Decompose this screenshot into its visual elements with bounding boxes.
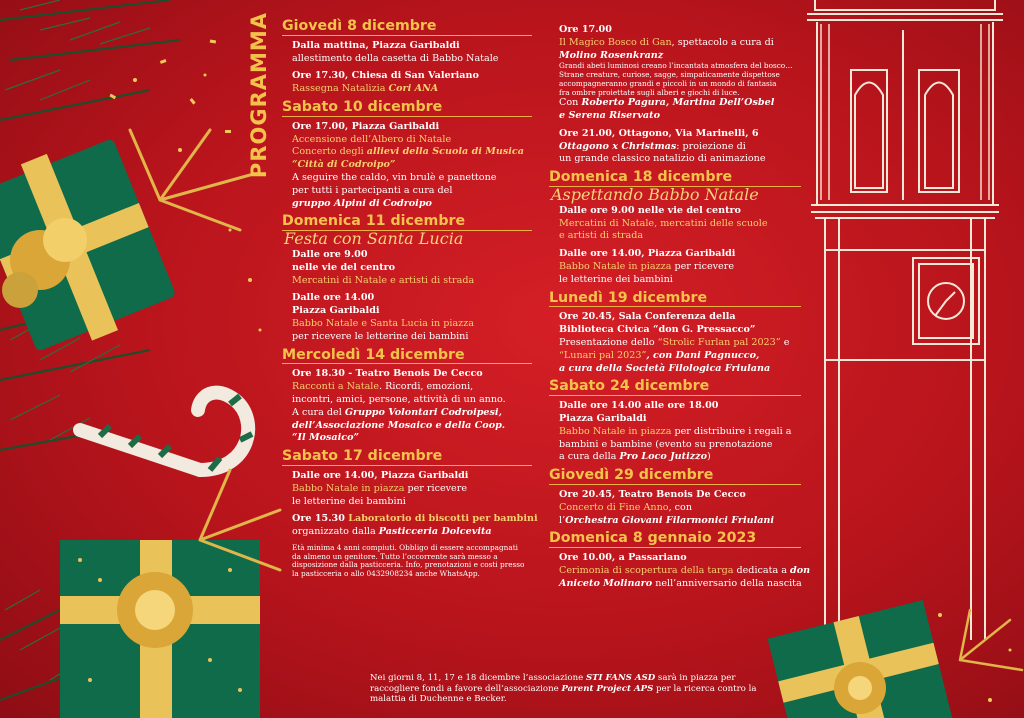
event-item (292, 70, 532, 96)
event-item (559, 552, 811, 590)
event-line (559, 248, 801, 261)
event-line (292, 185, 532, 198)
day-heading: Lunedì 19 dicembre (549, 292, 801, 308)
line-text: per ricevere le letterine dei bambini (292, 330, 469, 342)
emphasis-text: Molino Rosenkranz (559, 49, 664, 61)
line-text: Cerimonia di scopertura della targa (559, 564, 734, 576)
event-line (292, 496, 532, 509)
line-text: Presentazione dello (559, 336, 658, 348)
line-text: incontri, amici, persone, attività di un anno. (292, 393, 506, 405)
day-heading: Sabato 24 dicembre (549, 380, 801, 396)
line-text: Ore 20.45, Teatro Benois De Cecco (559, 488, 746, 500)
fine-print: Strane creature, curiose, sagge, simpaticamente dispettose (559, 70, 780, 80)
event-item (559, 311, 801, 375)
emphasis-text: “Il Mosaico” (292, 432, 360, 444)
line-text: Racconti a Natale (292, 381, 380, 393)
event-item (292, 121, 532, 211)
line-text: Ore 21.00, Ottagono, Via Marinelli, 6 (559, 127, 759, 139)
line-text: Piazza Garibaldi (292, 305, 380, 317)
event-line (559, 439, 801, 452)
line-suffix: , spettacolo a cura di (671, 36, 774, 48)
fine-print: Grandi abeti luminosi creano l’incantata atmosfera del bosco… (559, 61, 793, 71)
fine-print: disposizione dalla pasticceria. Info, prenotazioni e costi presso (292, 560, 525, 570)
line-suffix: e (780, 336, 790, 348)
programma-label: PROGRAMMA (247, 11, 271, 179)
emphasis-text: Pasticceria Dolcevita (378, 526, 492, 538)
line-text: A cura del (292, 406, 345, 418)
line-text: Babbo Natale in piazza (559, 425, 672, 437)
emphasis-text: allievi della Scuola di Musica (366, 146, 524, 158)
event-line (292, 483, 532, 496)
line-text: Accensione dell’Albero di Natale (292, 133, 452, 145)
line-text: allestimento della casetta di Babbo Natale (292, 52, 499, 64)
line-text: Babbo Natale in piazza (559, 260, 672, 272)
footer-line (370, 673, 790, 684)
line-text: Ore 18.30 - Teatro Benois De Cecco (292, 368, 483, 380)
footer-line (370, 694, 790, 705)
line-suffix: . Ricordi, emozioni, (379, 381, 474, 393)
event-line (292, 134, 532, 147)
event-line (292, 275, 532, 288)
event-line (559, 552, 801, 565)
event-line (559, 337, 801, 350)
line-text: Piazza Garibaldi (559, 412, 647, 424)
emphasis-text: don (790, 564, 811, 576)
line-text: bambini e bambine (evento su prenotazione (559, 438, 773, 450)
event-line (559, 426, 801, 439)
footer-note (370, 673, 790, 705)
line-suffix: per distribuire i regali a (671, 425, 792, 437)
event-line (292, 159, 532, 172)
gift-box-icon (0, 138, 176, 352)
line-text: Concerto di Fine Anno (559, 501, 669, 513)
event-line (292, 394, 532, 407)
event-line (292, 318, 532, 331)
event-line (559, 324, 801, 337)
event-line (559, 515, 801, 528)
event-line (292, 40, 532, 53)
event-line (292, 513, 538, 526)
line-text: Mercatini di Natale e artisti di strada (292, 274, 475, 286)
event-item (559, 489, 801, 527)
footer-line (370, 684, 790, 695)
emphasis-text: Roberto Pagura, Martina Dell’Osbel (581, 97, 775, 109)
line-text: Concerto degli (292, 146, 367, 158)
line-suffix: : proiezione di (676, 140, 746, 152)
event-line (559, 128, 801, 141)
emphasis-text: Parent Project APS (561, 683, 654, 694)
event-item (292, 513, 538, 539)
event-line (292, 305, 532, 318)
gift-box-icon (60, 540, 260, 718)
day-heading: Giovedì 8 dicembre (282, 20, 532, 36)
line-text: Dalla mattina, Piazza Garibaldi (292, 39, 460, 51)
line-text: Dalle ore 14.00, Piazza Garibaldi (292, 469, 469, 481)
line-suffix: per ricevere (404, 482, 467, 494)
highlight-text: Laboratorio di biscotti per bambini (348, 513, 538, 525)
emphasis-text: “Città di Codroipo” (292, 159, 396, 171)
fine-print: Età minima 4 anni compiuti. Obbligo di essere accompagnati (292, 542, 518, 552)
day-heading: Domenica 8 gennaio 2023 (549, 532, 801, 548)
event-line (559, 413, 801, 426)
event-line (292, 121, 532, 134)
highlight-text: “Lunari pal 2023” (559, 349, 647, 361)
line-text: nelle vie del centro (292, 261, 396, 273)
event-line (292, 146, 532, 159)
event-line (559, 274, 801, 287)
event-line (559, 218, 801, 231)
line-text: Mercatini di Natale, mercatini delle scuole (559, 217, 768, 229)
event-line (292, 526, 532, 539)
emphasis-text: , con Dani Pagnucco, (646, 349, 760, 361)
event-line (559, 350, 801, 363)
event-item (292, 292, 532, 343)
event-line (559, 311, 801, 324)
event-line (559, 141, 801, 154)
line-text: Babbo Natale e Santa Lucia in piazza (292, 317, 475, 329)
event-line (559, 97, 801, 110)
emphasis-text: Orchestra Giovani Filarmonici Friulani (565, 514, 775, 526)
event-line (559, 205, 801, 218)
emphasis-text: Pro Loco Jutizzo (619, 451, 708, 463)
event-item (292, 40, 532, 66)
line-text: Ore 17.00 (559, 24, 612, 35)
event-line (292, 368, 532, 381)
candy-cane-icon (80, 393, 252, 470)
line-text: Con (559, 97, 582, 109)
line-suffix: ) (707, 451, 711, 463)
day-heading: Sabato 10 dicembre (282, 101, 532, 117)
event-item (292, 368, 532, 445)
line-text: Dalle ore 14.00 (292, 292, 375, 304)
day-subtitle: Aspettando Babbo Natale (551, 184, 759, 204)
event-line (559, 37, 801, 50)
line-text: Ore 20.45, Sala Conferenza della (559, 311, 736, 323)
event-line (292, 198, 532, 211)
event-line (292, 83, 532, 96)
event-line (292, 331, 532, 344)
emphasis-text: gruppo Alpini di Codroipo (292, 197, 432, 209)
line-text: a cura della (559, 451, 620, 463)
line-text: un grande classico natalizio di animazione (559, 153, 766, 165)
footer-text: Nei giorni 8, 11, 17 e 18 dicembre l’associazione (370, 673, 586, 683)
footer-text: raccogliere fondi a favore dell’associazione (370, 683, 562, 694)
event-item (292, 544, 532, 579)
event-line (559, 363, 801, 376)
event-line (559, 261, 801, 274)
event-item (559, 128, 801, 166)
event-item (559, 400, 801, 464)
event-line (292, 262, 532, 275)
line-text: l’ (559, 514, 566, 526)
line-suffix: , con (668, 501, 693, 513)
event-line (559, 230, 801, 243)
line-text: Dalle ore 14.00 alle ore 18.00 (559, 400, 719, 412)
footer-text: per la ricerca contro la (653, 683, 757, 694)
event-line (292, 249, 532, 262)
line-text: A seguire the caldo, vin brulè e panettone (292, 171, 497, 183)
event-item (559, 248, 801, 286)
event-line (292, 381, 532, 394)
event-line (559, 451, 801, 464)
event-line (559, 110, 801, 123)
line-text: Dalle ore 9.00 nelle vie del centro (559, 204, 741, 216)
event-item (292, 470, 532, 508)
line-text: Dalle ore 9.00 (292, 248, 368, 260)
event-item (292, 249, 532, 287)
event-line (559, 489, 801, 502)
day-heading: Domenica 18 dicembre (549, 171, 801, 187)
line-text: Ore 10.00, a Passariano (559, 552, 687, 564)
fine-print: da almeno un genitore. Tutto l’occorrente sarà messo a (292, 551, 498, 561)
emphasis-text: Gruppo Volontari Codroipesi, (344, 406, 502, 418)
line-text: per tutti i partecipanti a cura del (292, 184, 453, 196)
line-text: Rassegna Natalizia (292, 83, 389, 95)
event-line (292, 407, 532, 420)
event-item (559, 205, 801, 243)
line-text: le letterine dei bambini (559, 273, 673, 285)
event-line (559, 400, 801, 413)
event-line (559, 502, 801, 515)
event-line (292, 70, 532, 83)
fine-print: accompagneranno grandi e piccoli in un mondo di fantasia (559, 78, 777, 88)
line-text: e artisti di strada (559, 230, 644, 242)
program-column-left (282, 18, 538, 584)
emphasis-text: Ottagono x Christmas (559, 140, 677, 152)
event-line (292, 470, 532, 483)
emphasis-text: STI FANS ASD (585, 673, 656, 683)
line-text: Babbo Natale in piazza (292, 482, 405, 494)
event-line (559, 578, 801, 591)
programma-title (244, 12, 274, 178)
event-line (559, 564, 811, 578)
event-item (559, 24, 801, 123)
fine-print: fra ombre proiettate sugli alberi e giochi di luce. (559, 87, 740, 97)
line-suffix: per ricevere (671, 260, 734, 272)
line-text: Il Magico Bosco di Gan (559, 36, 672, 48)
emphasis-text: Aniceto Molinaro (559, 577, 653, 589)
event-line (292, 172, 532, 185)
event-line (292, 432, 532, 445)
line-text: Ore 17.00, Piazza Garibaldi (292, 120, 440, 132)
day-subtitle: Festa con Santa Lucia (284, 229, 464, 249)
day-heading: Sabato 17 dicembre (282, 450, 532, 466)
event-line (292, 53, 532, 66)
line-text: le letterine dei bambini (292, 495, 406, 507)
emphasis-text: a cura della Società Filologica Friulana (559, 362, 771, 374)
footer-text: sarà in piazza per (655, 673, 736, 683)
event-line (292, 292, 532, 305)
day-heading: Giovedì 29 dicembre (549, 469, 801, 485)
highlight-text: “Strolic Furlan pal 2023” (657, 336, 781, 348)
program-column-right (549, 24, 811, 596)
day-heading: Domenica 11 dicembre (282, 215, 532, 231)
event-line (559, 24, 801, 37)
event-line (292, 420, 532, 433)
fine-print: la pasticceria o allo 0432908234 anche WhatsApp. (292, 569, 480, 578)
line-suffix: nell’anniversario della nascita (652, 577, 802, 589)
footer-text: malattia di Duchenne e Becker. (370, 694, 507, 705)
emphasis-text: e Serena Riservato (559, 110, 660, 121)
bell-tower-illustration (795, 0, 1024, 640)
event-line (559, 153, 801, 166)
line-text: Biblioteca Civica “don G. Pressacco” (559, 324, 756, 336)
emphasis-text: Cori ANA (388, 83, 439, 95)
line-text: Ore 17.30, Chiesa di San Valeriano (292, 70, 479, 82)
line-suffix: dedicata a (733, 564, 791, 576)
line-text: Dalle ore 14.00, Piazza Garibaldi (559, 248, 736, 260)
line-text: organizzato dalla (292, 526, 379, 538)
line-text: Ore 15.30 (292, 513, 349, 525)
day-heading: Mercoledì 14 dicembre (282, 349, 532, 365)
gift-box-icon (760, 600, 1024, 718)
emphasis-text: dell’Associazione Mosaico e della Coop. (292, 419, 506, 431)
